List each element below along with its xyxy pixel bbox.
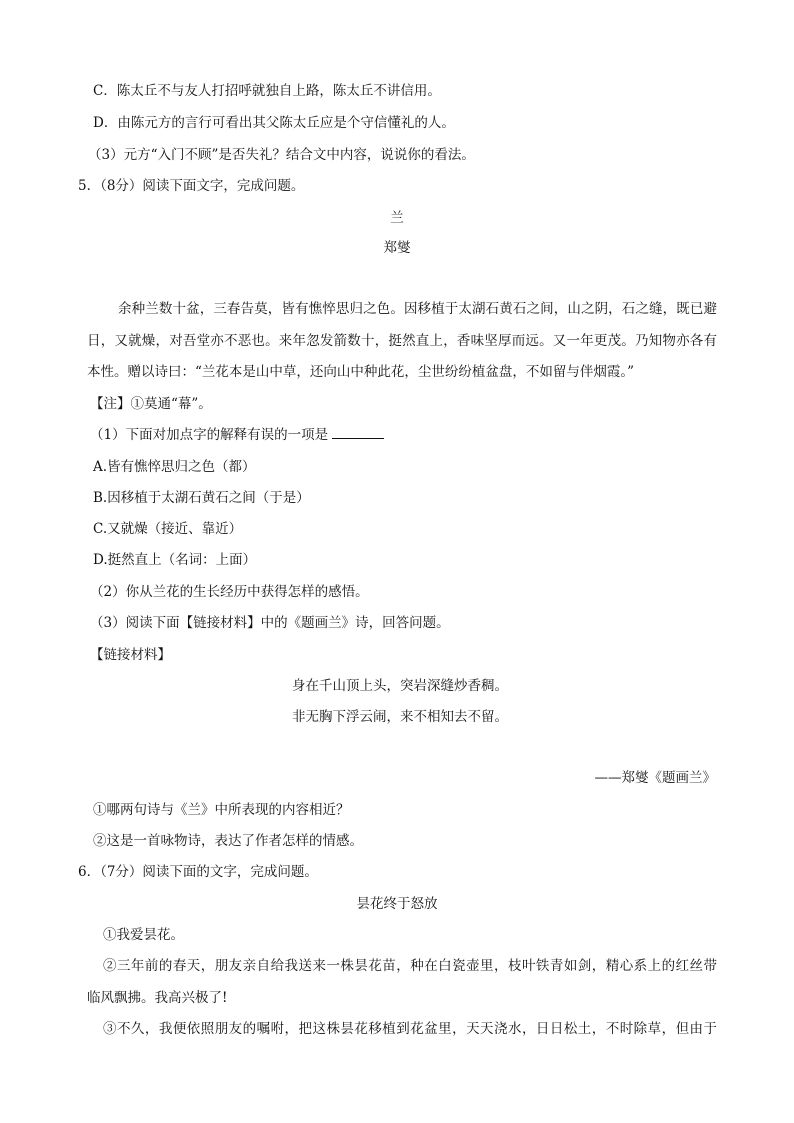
q5-para-line2: 日，又就燥，对吾堂亦不恶也。来年忽发箭数十，挺然直上，香味坚厚而远。又一年更茂。乃知物亦各有 — [87, 333, 717, 349]
answer-blank[interactable] — [332, 426, 384, 439]
q5-author: 郑燮 — [383, 240, 411, 256]
q5-link-label: 【链接材料】 — [90, 647, 171, 663]
q5-sub1-text: （1）下面对加点字的解释有误的一项是 — [90, 427, 329, 443]
q5-poem-line1: 身在千山顶上头，突岩深缝炒香稠。 — [292, 678, 508, 694]
q5-para-line3: 本性。赠以诗曰：“兰花本是山中草，还向山中种此花，尘世纷纷植盆盘，不如留与伴烟霞。” — [87, 364, 635, 380]
q5-sub2: （2）你从兰花的生长经历中获得怎样的感悟。 — [90, 584, 369, 600]
q5-opt-d: D.挺然直上（名词：上面） — [93, 552, 257, 568]
q6-title: 昙花终于怒放 — [356, 896, 438, 912]
q6-header: 6．（7分）阅读下面的文字，完成问题。 — [78, 864, 318, 880]
line-q4-option-d: D．由陈元方的言行可看出其父陈太丘应是个守信懂礼的人。 — [93, 115, 455, 131]
q5-opt-c: C.又就燥（接近、靠近） — [93, 521, 243, 537]
q6-p1: ①我爱昙花。 — [103, 927, 184, 943]
q6-p2-line2: 临风飘拂。我高兴极了! — [87, 990, 228, 1006]
q6-p2-line1: ②三年前的春天，朋友亲自给我送来一株昙花苗，种在白瓷壶里，枝叶铁青如剑，精心系上的红丝带 — [103, 958, 717, 974]
q5-opt-a: A.皆有憔悴思归之色（都） — [93, 459, 256, 475]
line-q4-sub3: （3）元方“入门不顾”是否失礼？结合文中内容，说说你的看法。 — [88, 147, 475, 163]
q5-title: 兰 — [390, 210, 404, 226]
q5-sub1 — [90, 425, 384, 445]
q5-poem-source: ——郑燮《题画兰》 — [594, 770, 716, 786]
q6-p3-line1: ③不久，我便依照朋友的嘱咐，把这株昙花移植到花盆里，天天浇水，日日松土，不时除草，但由于 — [103, 1021, 717, 1037]
q5-poem-line2: 非无胸下浮云闹，来不相知去不留。 — [292, 709, 508, 725]
q5-question-1: ①哪两句诗与《兰》中所表现的内容相近？ — [93, 802, 350, 818]
q5-header: 5．（8分）阅读下面文字，完成问题。 — [78, 178, 305, 194]
q5-sub3: （3）阅读下面【链接材料】中的《题画兰》诗，回答问题。 — [90, 615, 450, 631]
q5-note: 【注】①莫通“幕”。 — [90, 396, 212, 412]
line-q4-option-c: C．陈太丘不与友人打招呼就独自上路，陈太丘不讲信用。 — [93, 83, 441, 99]
q5-question-2: ②这是一首咏物诗，表达了作者怎样的情感。 — [93, 833, 363, 849]
q5-para-line1: 余种兰数十盆，三春告莫，皆有憔悴思归之色。因移植于太湖石黄石之间，山之阴，石之缝，既已避 — [118, 301, 717, 317]
q5-opt-b: B.因移植于太湖石黄石之间（于是） — [93, 490, 310, 506]
